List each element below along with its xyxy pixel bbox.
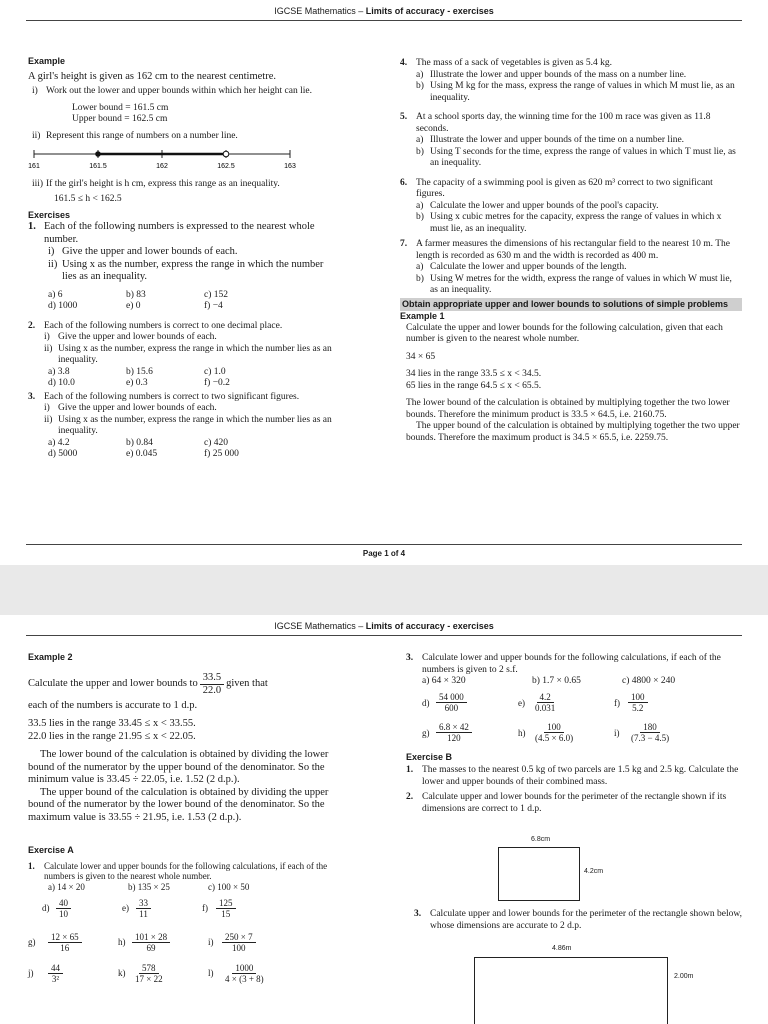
example-2-upper-explanation: The upper bound of the calculation is obtained by dividing the upper bound of the numerator by the lower bound of the denominator. So the maximum value is 33.55 ÷ 21.95, i.e. 1.53 (2 d.p.). — [28, 786, 329, 823]
example-text: A girl's height is given as 162 cm to the nearest centimetre. — [28, 70, 276, 82]
example-part-ii: ii) Represent this range of numbers on a number line. — [32, 130, 238, 141]
tick-label: 161.5 — [89, 163, 107, 170]
exercise-a-question-1: 1. Calculate lower and upper bounds for the following calculations, if each of the numbers is given to the nearest whole number. — [28, 860, 328, 881]
page-2 — [0, 615, 768, 1024]
number-line — [28, 146, 308, 170]
rectangle-2-height-label: 2.00m — [674, 973, 694, 980]
question-3-items: a) 4.2 b) 0.84 c) 420 d) 5000 e) 0.045 f) 25 000 — [48, 437, 239, 459]
example-1-title: Example 1 — [400, 311, 445, 321]
question-1: 1. Each of the following numbers is expressed to the nearest whole number. i) Give the upper and lower bounds of each. ii) Using x as the number, express the range in which the number lies as an inequality. — [28, 221, 324, 282]
example-part-iii: iii) If the girl's height is h cm, express this range as an inequality. — [32, 178, 280, 189]
right-column — [400, 58, 742, 444]
question-3-calculations: 3. Calculate lower and upper bounds for the following calculations, if each of the numbers is given to 2 s.f. — [406, 653, 721, 675]
rectangle-1-height-label: 4.2cm — [584, 868, 604, 875]
rectangle-1-width-label: 6.8cm — [531, 836, 551, 843]
question-1-items: a) 6 b) 83 c) 152 d) 1000 e) 0 f) −4 — [48, 289, 229, 311]
question-7: 7. A farmer measures the dimensions of his rectangular field to the nearest 10 m. The length is recorded as 630 m and the width is recorded as 400 m. a) Calculate the lower and upper bounds of the length. b) Using W metres for the width, express the range of values in which W must lie, as an inequality. — [400, 239, 732, 295]
page-header: IGCSE Mathematics – Limits of accuracy - exercises — [274, 6, 494, 16]
example-1-calc: 34 × 65 — [406, 351, 436, 362]
exercise-a-row-1: a) 14 × 20 b) 135 × 25 c) 100 × 50 — [48, 881, 250, 892]
example-2-lower-explanation: The lower bound of the calculation is obtained by dividing the lower bound of the numerator by the upper bound of the denominator. So the minimum value is 33.45 ÷ 22.05, i.e. 1.52 (2 d.p.). — [28, 749, 329, 785]
left-column — [28, 56, 340, 461]
question-3-row-1: a) 64 × 320 b) 1.7 × 0.65 c) 4800 × 240 — [422, 676, 676, 686]
example-2-title: Example 2 — [28, 652, 73, 662]
exercise-b-title: Exercise B — [406, 751, 453, 762]
exercise-b-question-3: 3. Calculate upper and lower bounds for the perimeter of the rectangle shown below, whose dimensions are accurate to 2 d.p. — [414, 909, 742, 931]
exercise-b-question-3-wrap — [414, 909, 742, 932]
question-2-items: a) 3.8 b) 15.6 c) 1.0 d) 10.0 e) 0.3 f) −0.2 — [48, 366, 230, 388]
example-1-upper-explanation: The upper bound of the calculation is obtained by multiplying together the two upper bounds. Therefore the maximum product is 34.5 × 65.5, i.e. 2259.75. — [406, 421, 740, 443]
question-3: 3. Each of the following numbers is correct to two significant figures. i) Give the upper and lower bounds of each. ii) Using x as the number, express the range in which the number lies as an inequality. — [28, 391, 332, 436]
header-rule — [26, 635, 742, 636]
closed-endpoint — [95, 151, 101, 157]
question-4: 4. The mass of a sack of vegetables is given as 5.4 kg. a) Illustrate the lower and upper bounds of the mass on a number line. b) Using M kg for the mass, express the range of values in which M must lie, as an inequality. — [400, 58, 735, 103]
tick-label: 162 — [156, 163, 168, 170]
exercise-a-title: Exercise A — [28, 845, 74, 855]
open-endpoint — [223, 151, 229, 157]
question-3-fractions: d) $\frac{54 000}{600}$ e) $\frac{4.2}{0.031}$ f) $\frac{100}{5.2}$ g) $\frac{6.8 \times 42}{120}$ h) $\frac{100}{(4.5 \times 6.0)}$ i) $\frac{180}{(7.3 - 4.5)}$ — [422, 692, 670, 743]
rectangle-2-width-label: 4.86m — [552, 945, 572, 952]
example-1-text: Calculate the upper and lower bounds for the following calculation, given that each number is given to the nearest whole number. — [406, 322, 723, 344]
lower-bound-text: Lower bound = 161.5 cm — [72, 102, 169, 113]
page-header: IGCSE Mathematics – Limits of accuracy - exercises — [274, 621, 494, 631]
example-1-range-2: 65 lies in the range 64.5 ≤ x < 65.5. — [406, 380, 542, 391]
question-2: 2. Each of the following numbers is correct to one decimal place. i) Give the upper and lower bounds of each. ii) Using x as the number, express the range in which the number lies as an inequality. — [28, 320, 332, 365]
example-2-statement: Calculate the upper and lower bounds to $\frac{33.5}{22.0}$ given that — [28, 671, 268, 696]
header-rule — [26, 20, 742, 21]
example-1-range-1: 34 lies in the range 33.5 ≤ x < 34.5. — [406, 369, 542, 379]
inequality-answer: 161.5 ≤ h < 162.5 — [54, 194, 122, 204]
tick-label: 163 — [284, 163, 296, 170]
page-footer: Page 1 of 4 — [362, 549, 406, 558]
rectangle-1 — [498, 847, 580, 901]
upper-bound-text: Upper bound = 162.5 cm — [72, 114, 168, 124]
footer-rule — [26, 544, 742, 545]
left-column — [28, 651, 334, 986]
tick-label: 162.5 — [217, 163, 235, 170]
example-2-accuracy: each of the numbers is accurate to 1 d.p. — [28, 699, 198, 711]
example-2-range-1: 33.5 lies in the range 33.45 ≤ x < 33.55. — [28, 718, 196, 729]
example-part-i: i) Work out the lower and upper bounds within which her height can lie. — [32, 86, 312, 96]
question-5: 5. At a school sports day, the winning time for the 100 m race was given as 11.8 seconds. a) Illustrate the lower and upper bounds of the time on a number line. b) Using T seconds for the time, express the range of values in which T must lie, as an inequality. — [400, 112, 736, 168]
example-title: Example — [28, 56, 66, 66]
question-6: 6. The capacity of a swimming pool is given as 620 m³ correct to two significant figures. a) Calculate the lower and upper bounds of the pool's capacity. b) Using x cubic metres for the capacity, express the range of values in which x must lie, as an inequality. — [400, 177, 722, 234]
section-banner: Obtain appropriate upper and lower bounds to solutions of simple problems — [400, 298, 742, 312]
exercise-b-question-1: 1. The masses to the nearest 0.5 kg of two parcels are 1.5 kg and 2.5 kg. Calculate the lower and upper bounds of their combined mass. — [406, 765, 739, 787]
tick-label: 161 — [28, 163, 40, 170]
example-2-range-2: 22.0 lies in the range 21.95 ≤ x < 22.05. — [28, 730, 196, 742]
example-1-lower-explanation: The lower bound of the calculation is obtained by multiplying together the two lower bounds. Therefore the minimum product is 33.5 × 64.5, i.e. 2160.75. — [406, 398, 730, 420]
exercise-a-fractions: d) $\frac{40}{10}$ e) $\frac{33}{11}$ f) $\frac{125}{15}$ g) $\frac{12 \times 65}{16}$ h) $\frac{101 \times 28}{69}$ i) $\frac{250 \times 7}{100}$ j) $\frac{44}{\text{3²}}$ k) $\frac{578}{17 \times 22}$ l) $\frac{1000}{4 \times (3 + 8)}$ — [28, 897, 264, 984]
exercise-b-question-2: 2. Calculate upper and lower bounds for the perimeter of the rectangle shown if its dimensions are correct to 1 d.p. — [406, 792, 727, 814]
right-column — [406, 653, 742, 815]
exercises-title: Exercises — [28, 209, 71, 220]
rectangle-2 — [474, 957, 668, 1024]
